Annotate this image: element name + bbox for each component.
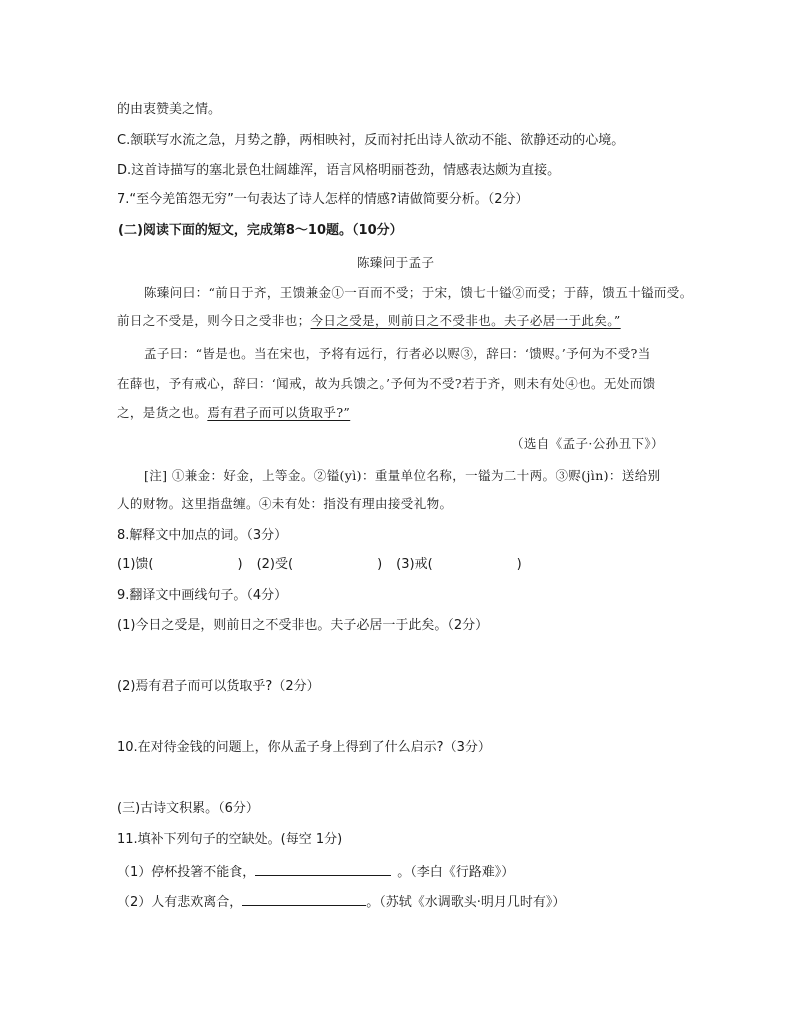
section-3-header: (三)古诗文积累。（6分） bbox=[117, 801, 259, 816]
question-9-1: (1)今日之受是，则前日之不受非也。夫子必居一于此矣。（2分） bbox=[117, 618, 489, 633]
passage-text: 之，是货之也。 bbox=[117, 405, 208, 420]
fill-blank-1[interactable] bbox=[255, 861, 391, 876]
question-8-blanks: (1)馈( ) (2)受( ) (3)戒( ) bbox=[117, 557, 522, 572]
q8-item-3: (3)戒( bbox=[396, 557, 433, 572]
annotation-line: 人的财物。这里指盘缠。④未有处：指没有理由接受礼物。 bbox=[117, 496, 453, 511]
passage-line bbox=[117, 404, 350, 422]
section-2-header: (二)阅读下面的短文，完成第8～10题。（10分） bbox=[118, 223, 403, 238]
question-9: 9.翻译文中画线句子。（4分） bbox=[117, 588, 288, 603]
option-d: D.这首诗描写的塞北景色壮阔雄浑，语言风格明丽苍劲，情感表达颇为直接。 bbox=[117, 163, 561, 178]
q8-item-2: (2)受( bbox=[256, 557, 294, 572]
question-11-2: （2）人有悲欢离合， 。（苏轼《水调歌头·明月几时有》） bbox=[117, 891, 565, 912]
fill-blank-2[interactable] bbox=[242, 891, 366, 906]
passage-title: 陈臻问于孟子 bbox=[357, 255, 435, 270]
text-line: 的由衷赞美之情。 bbox=[117, 102, 222, 117]
underlined-sentence-2: 焉有君子而可以货取乎?” bbox=[207, 405, 351, 420]
option-c: C.颔联写水流之急，月势之静，两相映衬，反而衬托出诗人欲动不能、欲静还动的心境。 bbox=[117, 133, 625, 148]
passage-line: 陈臻问曰：“前日于齐，王馈兼金①一百而不受；于宋，馈七十镒②而受；于薛，馈五十镒而受。 bbox=[144, 285, 693, 300]
q8-item-1: (1)馈( bbox=[117, 557, 154, 572]
annotation-line: [注] ①兼金：好金，上等金。②镒(yì)：重量单位名称，一镒为二十两。③赆(jìn)：送给别 bbox=[144, 468, 661, 483]
passage-text: 前日之不受是，则今日之受非也； bbox=[117, 313, 311, 328]
question-7: 7.“至今羌笛怨无穷”一句表达了诗人怎样的情感?请做简要分析。（2分） bbox=[117, 192, 529, 207]
question-10: 10.在对待金钱的问题上，你从孟子身上得到了什么启示?（3分） bbox=[117, 740, 491, 755]
question-8: 8.解释文中加点的词。（3分） bbox=[117, 528, 288, 543]
underlined-sentence-1: 今日之受是，则前日之不受非也。夫子必居一于此矣。” bbox=[310, 313, 621, 328]
question-11: 11.填补下列句子的空缺处。(每空 1分) bbox=[117, 832, 343, 847]
passage-source: （选自《孟子·公孙丑下》） bbox=[511, 436, 664, 451]
passage-line: 在薛也，予有戒心，辞曰：‘闻戒，故为兵馈之。’予何为不受?若于齐，则未有处④也。无处而馈 bbox=[117, 376, 656, 391]
passage-line: 孟子曰：“皆是也。当在宋也，予将有远行，行者必以赆③，辞曰：‘馈赆。’予何为不受?当 bbox=[144, 346, 651, 361]
question-9-2: (2)焉有君子而可以货取乎?（2分） bbox=[117, 679, 320, 694]
passage-line bbox=[117, 312, 621, 330]
question-11-1: （1）停杯投箸不能食， 。（李白《行路难》） bbox=[117, 861, 514, 882]
